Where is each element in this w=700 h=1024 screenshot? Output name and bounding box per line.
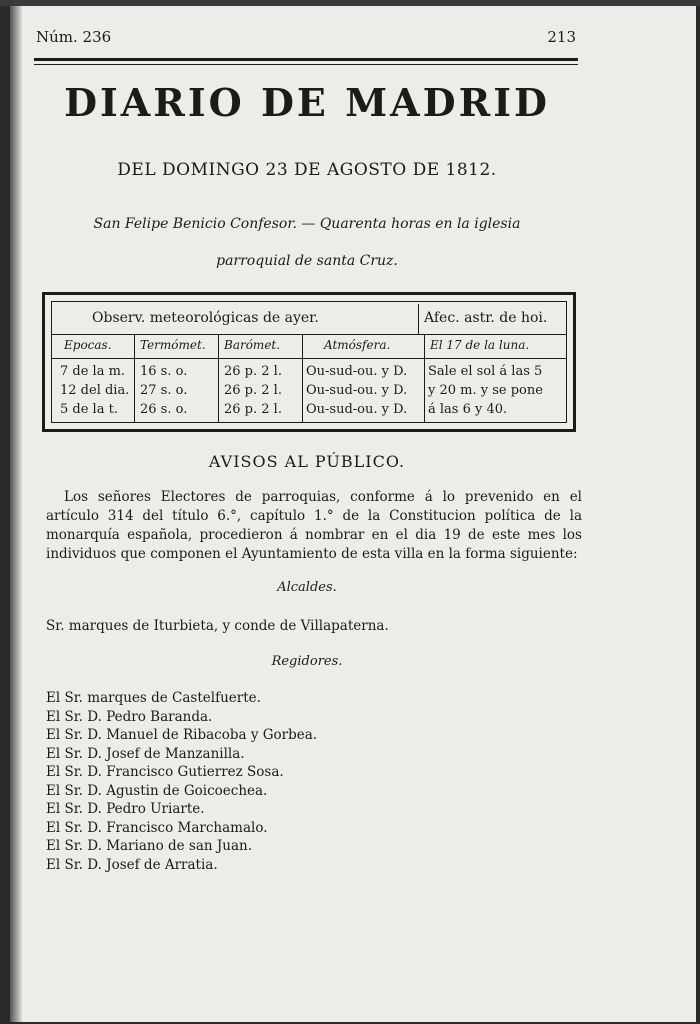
row3-epoca: 5 de la t.: [60, 402, 118, 417]
regidor-item: El Sr. D. Mariano de san Juan.: [46, 838, 253, 854]
row2-termometro: 27 s. o.: [140, 383, 188, 398]
title-divider: [418, 304, 419, 334]
col-luna: El 17 de la luna.: [430, 338, 530, 352]
header-rule-thick: [34, 58, 578, 61]
notice-paragraph: Los señores Electores de parroquias, conforme á lo prevenido en el artículo 314 del título 6.°, capítulo 1.° de la Constitucion política de la monarquía española, procedieron á nombrar en el dia 19 de este mes los individuos que componen el Ayuntamiento de esta villa en la forma siguiente:: [46, 489, 582, 562]
col-atmosfera: Atmósfera.: [324, 338, 391, 352]
row3-barometro: 26 p. 2 l.: [224, 402, 282, 417]
regidor-item: El Sr. D. Pedro Baranda.: [46, 708, 213, 725]
saint-line-2: parroquial de santa Cruz.: [216, 253, 398, 269]
header-rule-thin: [34, 64, 578, 65]
issue-number: Núm. 236: [36, 28, 112, 46]
regidor-item: El Sr. D. Josef de Arratia.: [46, 856, 218, 873]
row1-astronomia: Sale el sol á las 5: [428, 364, 543, 379]
row2-barometro: 26 p. 2 l.: [224, 383, 282, 398]
row3-termometro: 26 s. o.: [140, 402, 188, 417]
masthead-title: DIARIO DE MADRID: [64, 80, 550, 125]
dateline: DEL DOMINGO 23 DE AGOSTO DE 1812.: [117, 160, 497, 180]
meteorological-table: [42, 292, 576, 432]
meteo-title-astronomy: Afec. astr. de hoi.: [424, 310, 548, 326]
regidor-item: El Sr. D. Josef de Manzanilla.: [46, 745, 245, 762]
alcaldes-line: Sr. marques de Iturbieta, y conde de Villapaterna.: [46, 618, 389, 634]
regidor-item: El Sr. D. Manuel de Ribacoba y Gorbea.: [46, 727, 318, 743]
page-binding-edge: [10, 6, 22, 1022]
row1-epoca: 7 de la m.: [60, 364, 126, 379]
row2-epoca: 12 del dia.: [60, 383, 130, 398]
row2-atmosfera: Ou-sud-ou. y D.: [306, 383, 408, 398]
regidores-heading: Regidores.: [271, 654, 343, 669]
column-header-rule: [52, 358, 566, 359]
col-divider-2: [218, 334, 219, 422]
alcaldes-heading: Alcaldes.: [277, 580, 337, 595]
page-header: [36, 28, 576, 48]
regidor-item: El Sr. D. Pedro Uriarte.: [46, 801, 205, 817]
col-divider-4: [424, 334, 425, 422]
row2-astronomia: y 20 m. y se pone: [428, 383, 543, 398]
title-rule: [52, 334, 566, 335]
page-number: 213: [547, 28, 576, 46]
notices-heading: AVISOS AL PÚBLICO.: [208, 452, 406, 471]
saint-line-1: San Felipe Benicio Confesor. — Quarenta horas en la iglesia: [93, 216, 521, 232]
regidor-item: El Sr. D. Francisco Gutierrez Sosa.: [46, 764, 284, 780]
row3-astronomia: á las 6 y 40.: [428, 402, 508, 417]
col-epocas: Epocas.: [64, 338, 112, 352]
regidor-item: El Sr. D. Francisco Marchamalo.: [46, 819, 268, 836]
regidor-item: El Sr. marques de Castelfuerte.: [46, 690, 261, 706]
row1-atmosfera: Ou-sud-ou. y D.: [306, 364, 408, 379]
col-termometro: Termómet.: [140, 338, 206, 352]
col-barometro: Barómet.: [224, 338, 281, 352]
regidores-list: [46, 689, 317, 874]
row1-termometro: 16 s. o.: [140, 364, 188, 379]
row3-atmosfera: Ou-sud-ou. y D.: [306, 402, 408, 417]
meteo-inner-frame: [51, 301, 567, 423]
regidor-item: El Sr. D. Agustin de Goicoechea.: [46, 782, 268, 799]
col-divider-1: [134, 334, 135, 422]
col-divider-3: [302, 334, 303, 422]
row1-barometro: 26 p. 2 l.: [224, 364, 282, 379]
meteo-title-observations: Observ. meteorológicas de ayer.: [92, 310, 319, 326]
